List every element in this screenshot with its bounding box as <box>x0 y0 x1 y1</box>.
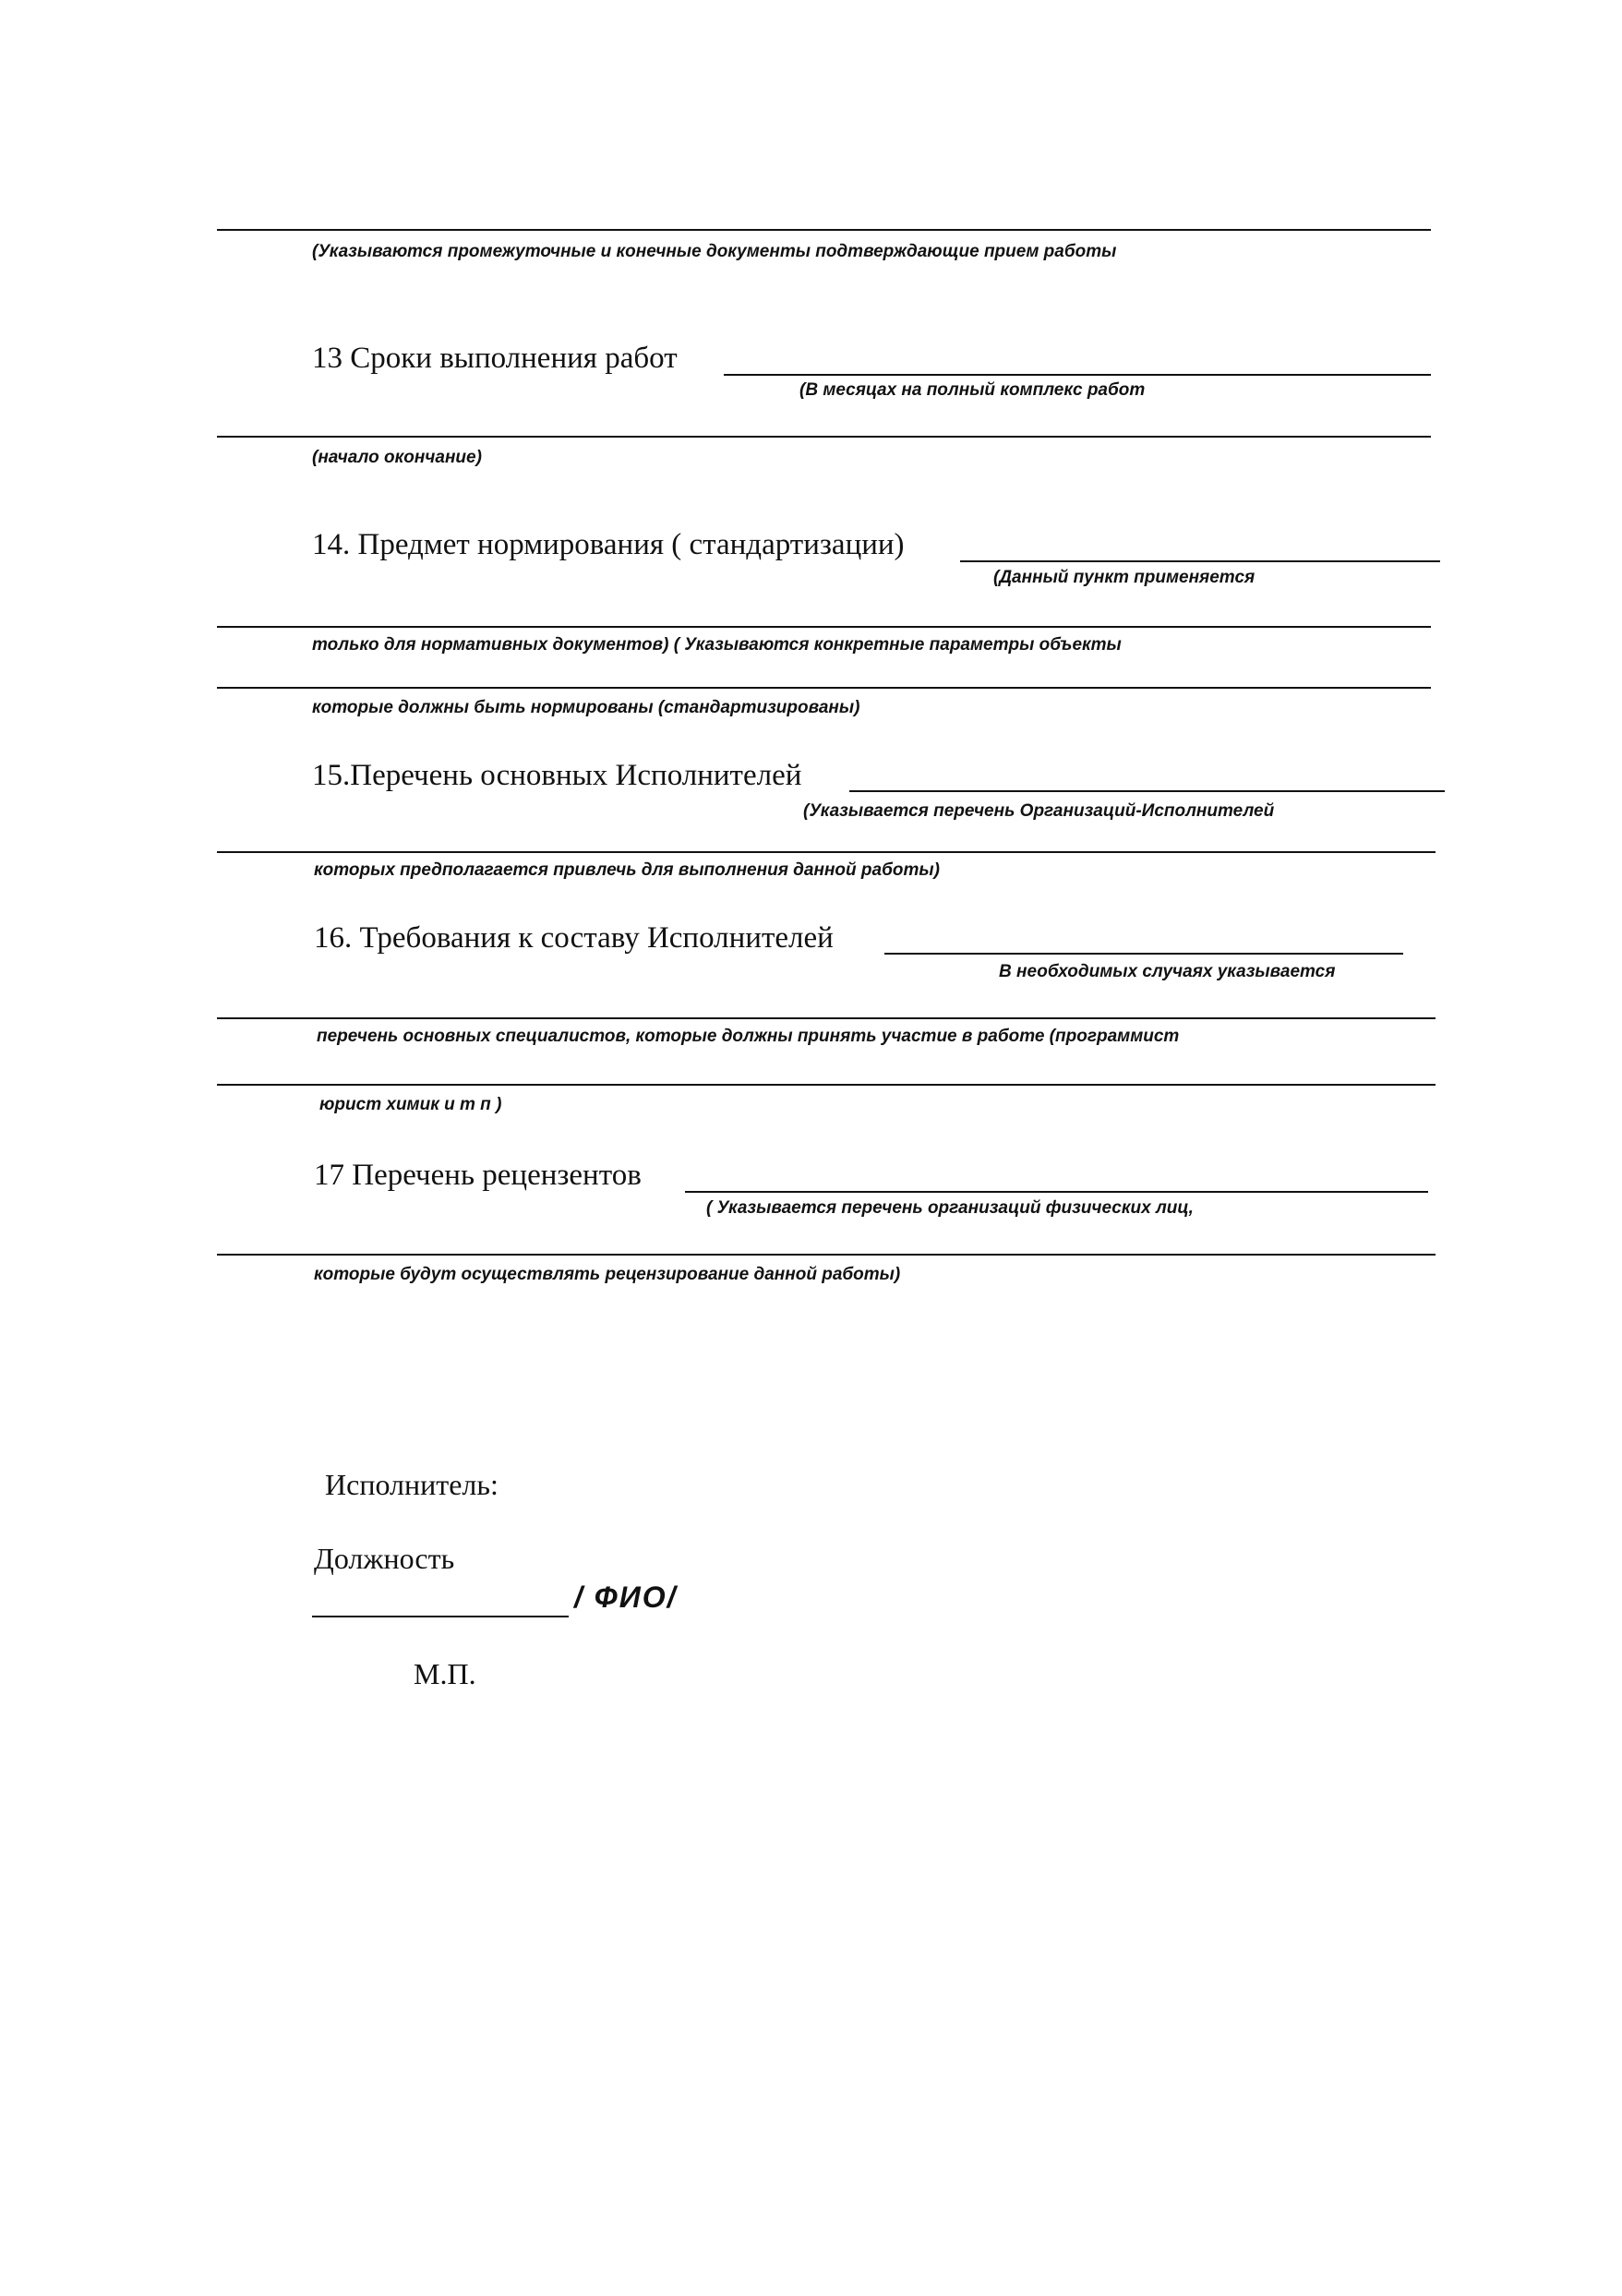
hint-when-necessary: В необходимых случаях указывается <box>999 962 1336 981</box>
fill-line <box>217 1254 1436 1256</box>
item-14-heading: 14. Предмет нормирования ( стандартизации) <box>312 528 905 561</box>
fill-line <box>217 851 1436 853</box>
fill-line <box>217 1084 1436 1086</box>
fio-label: / ФИО/ <box>574 1581 678 1614</box>
hint-executors-list: (Указывается перечень Организаций-Исполнителей <box>803 801 1275 821</box>
fill-line <box>724 374 1431 376</box>
hint-dates: (начало окончание) <box>312 448 482 467</box>
fill-line <box>849 790 1445 792</box>
executor-label: Исполнитель: <box>325 1468 499 1501</box>
hint-normative-params: только для нормативных документов) ( Указываются конкретные параметры объекты <box>312 635 1122 655</box>
fill-line <box>217 436 1431 438</box>
signature-line <box>312 1616 569 1617</box>
hint-specialists: перечень основных специалистов, которые должны принять участие в работе (программист <box>317 1027 1180 1046</box>
hint-specialists-examples: юрист химик и т п ) <box>319 1095 502 1114</box>
fill-line <box>685 1191 1428 1193</box>
position-label: Должность <box>314 1542 455 1575</box>
hint-executors-purpose: которых предполагается привлечь для выполнения данной работы) <box>314 860 940 880</box>
fill-line <box>217 229 1431 231</box>
hint-documents: (Указываются промежуточные и конечные документы подтверждающие прием работы <box>312 242 1117 261</box>
stamp-label: М.П. <box>414 1657 476 1690</box>
fill-line <box>217 1017 1436 1019</box>
item-15-heading: 15.Перечень основных Исполнителей <box>312 759 802 792</box>
item-17-heading: 17 Перечень рецензентов <box>314 1159 642 1192</box>
item-16-heading: 16. Требования к составу Исполнителей <box>314 921 834 955</box>
fill-line <box>884 953 1403 955</box>
fill-line <box>217 687 1431 689</box>
fill-line <box>960 560 1440 562</box>
hint-reviewers: ( Указывается перечень организаций физических лиц, <box>706 1198 1194 1218</box>
hint-reviewers-purpose: которые будут осуществлять рецензирование данной работы) <box>314 1265 901 1284</box>
hint-to-be-normalized: которые должны быть нормированы (стандартизированы) <box>312 698 860 717</box>
fill-line <box>217 626 1431 628</box>
hint-applicability: (Данный пункт применяется <box>993 568 1256 587</box>
hint-months: (В месяцах на полный комплекс работ <box>799 380 1146 400</box>
item-13-heading: 13 Сроки выполнения работ <box>312 342 678 375</box>
